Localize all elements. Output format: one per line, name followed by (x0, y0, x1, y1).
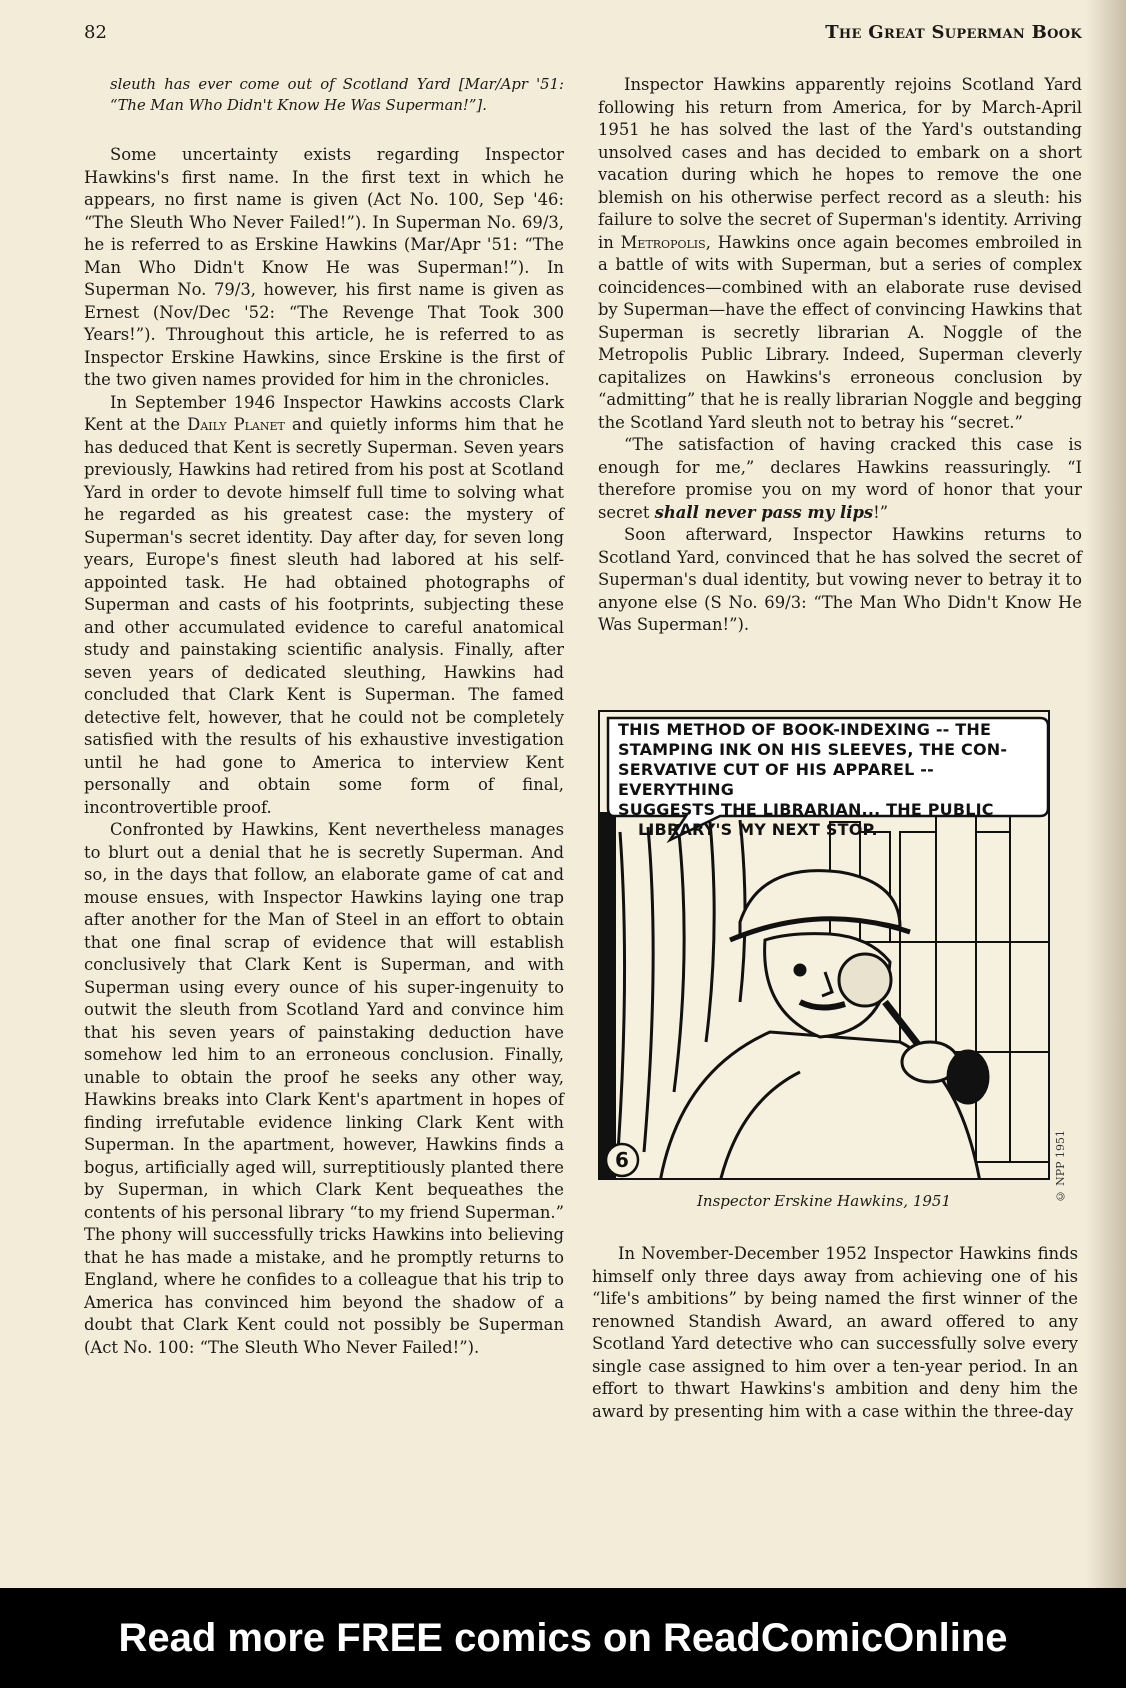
page-number: 82 (84, 22, 107, 43)
copyright-notice: © NPP 1951 (1054, 1130, 1067, 1203)
right-column (598, 74, 1082, 637)
book-title: The Great Superman Book (825, 22, 1082, 43)
daily-planet-name: Daily Planet (187, 415, 285, 434)
right-column-bottom (592, 1243, 1078, 1423)
paragraph-soon-afterward: Soon afterward, Inspector Hawkins returns to Scotland Yard, convinced that he has solved the secret of Superman's dual identity, but vowing never to betray it to anyone else (S No. 69/3: “The Man Who Didn't Know He Was Superman!”). (598, 525, 1082, 634)
promo-banner[interactable] (0, 1588, 1126, 1688)
promo-banner-text[interactable]: Read more FREE comics on ReadComicOnline (118, 1615, 1008, 1660)
paragraph-september-1946: In September 1946 Inspector Hawkins accosts Clark Kent at the Daily Planet and quietly informs him that he has deduced that Kent is secretly Superman. Seven years previously, Hawkins had retired from his post at Scotland Yard in order to devote himself full time to solving what he regarded as his greatest case: the mystery of Superman's secret identity. Day after day, for seven long years, Europe's finest sleuth had labored at his self-appointed task. He had obtained photographs of Superman and casts of his footprints, subjecting these and other accumulated evidence to careful anatomical study and painstaking scientific analysis. Finally, after seven years of dedicated sleuthing, Hawkins had concluded that Clark Kent is Superman. The famed detective felt, however, that he could not be completely satisfied with the results of his exhaustive investigation until he had gone to America to interview Kent personally and obtain some form of final, incontrovertible proof. (84, 392, 564, 817)
panel-caption: Inspector Erskine Hawkins, 1951 (697, 1192, 951, 1210)
balloon-line: LIBRARY'S MY NEXT STOP. (638, 820, 878, 839)
paragraph-first-name: Some uncertainty exists regarding Inspector Hawkins's first name. In the first text in which he appears, no first name is given (Act No. 100, Sep '46: “The Sleuth Who Never Failed!”). In Superman No. 69/3, he is referred to as Erskine Hawkins (Mar/Apr '51: “The Man Who Didn't Know He was Superman!”). In Superman No. 79/3, however, his first name is given as Ernest (Nov/Dec '52: “The Revenge That Took 300 Years!”). Throughout this article, he is referred to as Inspector Erskine Hawkins, since Erskine is the first of the two given names provided for him in the chronicles. (84, 145, 564, 389)
page-header (84, 22, 1082, 50)
comic-panel (598, 710, 1050, 1180)
balloon-line: SERVATIVE CUT OF HIS APPAREL -- EVERYTHING (618, 760, 934, 799)
panel-number: 6 (615, 1148, 629, 1172)
speech-balloon-text (618, 720, 1028, 840)
emphasis-text: shall never pass my lips (654, 502, 874, 522)
paragraph-standish-award: In November-December 1952 Inspector Hawkins finds himself only three days away from achieving one of his “life's ambitions” by being named the first winner of the renowned Standish Award, an award offered to any Scotland Yard detective who can successfully solve every single case assigned to him over a ten-year period. In an effort to thwart Hawkins's ambition and deny him the award by presenting him with a case within the three-day (592, 1244, 1078, 1421)
paragraph-confronted: Confronted by Hawkins, Kent nevertheless manages to blurt out a denial that he is secretly Superman. And so, in the days that follow, an elaborate game of cat and mouse ensues, with Inspector Hawkins laying one trap after another for the Man of Steel in an effort to obtain that one final scrap of evidence that will establish conclusively that Clark Kent is Superman, and with Superman using every ounce of his super-ingenuity to outwit the sleuth from Scotland Yard and convince him that his seven years of painstaking deduction have somehow led him to an erroneous conclusion. Finally, unable to obtain the proof he seeks any other way, Hawkins breaks into Clark Kent's apartment in hopes of finding irrefutable evidence linking Clark Kent with Superman. In the apartment, however, Hawkins finds a bogus, artificially aged will, surreptitiously planted there by Superman, in which Clark Kent bequeathes the contents of his personal library “to my friend Superman.” The phony will successfully tricks Hawkins into believing that he has made a mistake, and he promptly returns to England, where he confides to a colleague that his trip to America has convinced him beyond the shadow of a doubt that Clark Kent could not possibly be Superman (Act No. 100: “The Sleuth Who Never Failed!”). (84, 820, 564, 1357)
paragraph-satisfaction: “The satisfaction of having cracked this case is enough for me,” declares Hawkins reassuringly. “I therefore promise you on my word of honor that your secret shall never pass my lips!” (598, 435, 1082, 522)
balloon-line: THIS METHOD OF BOOK-INDEXING -- THE (618, 720, 992, 739)
metropolis-name: Metropolis (620, 232, 706, 252)
paragraph-rejoins-yard: Inspector Hawkins apparently rejoins Scotland Yard following his return from America, for by March-April 1951 he has solved the last of the Yard's outstanding unsolved cases and has decided to embark on a short vacation during which he hopes to remove the one blemish on his otherwise perfect record as a sleuth: his failure to solve the secret of Superman's identity. Arriving in Metropolis, Hawkins once again becomes embroiled in a battle of wits with Superman, but a series of complex coincidences—combined with an elaborate ruse devised by Superman—have the effect of convincing Hawkins that Superman is secretly librarian A. Noggle of the Metropolis Public Library. Indeed, Superman cleverly capitalizes on Hawkins's erroneous conclusion by “admitting” that he is really librarian Noggle and begging the Scotland Yard sleuth not to betray his “secret.” (598, 75, 1082, 432)
balloon-line: SUGGESTS THE LIBRARIAN... THE PUBLIC (618, 800, 994, 819)
balloon-line: STAMPING INK ON HIS SLEEVES, THE CON- (618, 740, 1008, 759)
quote-tail: sleuth has ever come out of Scotland Yard [Mar/Apr '51: “The Man Who Didn't Know He Was Superman!”]. (110, 76, 564, 114)
left-column (84, 74, 564, 1359)
